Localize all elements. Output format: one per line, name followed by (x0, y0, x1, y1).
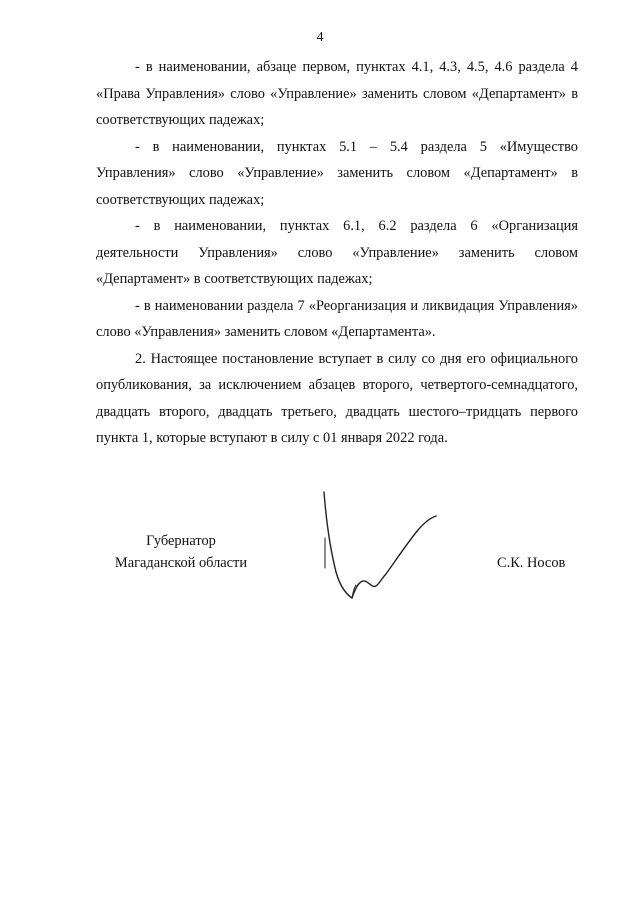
paragraph-section-4: - в наименовании, абзаце первом, пунктах 4.1, 4.3, 4.5, 4.6 раздела 4 «Права Управления» слово «Управление» заменить словом «Департамент» в соответствующих падежах; (96, 59, 578, 128)
paragraph-section-7: - в наименовании раздела 7 «Реорганизация и ликвидация Управления» слово «Управления» заменить словом «Департамента». (96, 297, 578, 340)
document-body (96, 54, 578, 452)
signatory-position-line-2: Магаданской области (114, 555, 248, 571)
signatory-name: С.К. Носов (497, 555, 566, 571)
signatory-position-line-1: Губернатор (146, 533, 216, 549)
signatory-position (96, 530, 266, 574)
page-number: 4 (316, 30, 324, 45)
handwritten-signature (318, 488, 442, 606)
paragraph-effective-date: 2. Настоящее постановление вступает в силу со дня его официального опубликования, за исключением абзацев второго, четвертого-семнадцатого, двадцать второго, двадцать третьего, двадцать шестого–тридцать первого пункта 1, которые вступают в силу с 01 января 2022 года. (96, 350, 578, 446)
paragraph-section-5: - в наименовании, пунктах 5.1 – 5.4 раздела 5 «Имущество Управления» слово «Управление» заменить словом «Департамент» в соответствующих падежах; (96, 138, 578, 208)
paragraph-section-6: - в наименовании, пунктах 6.1, 6.2 раздела 6 «Организация деятельности Управления» слово «Управление» заменить словом «Департамент» в соответствующих падежах; (96, 218, 578, 287)
